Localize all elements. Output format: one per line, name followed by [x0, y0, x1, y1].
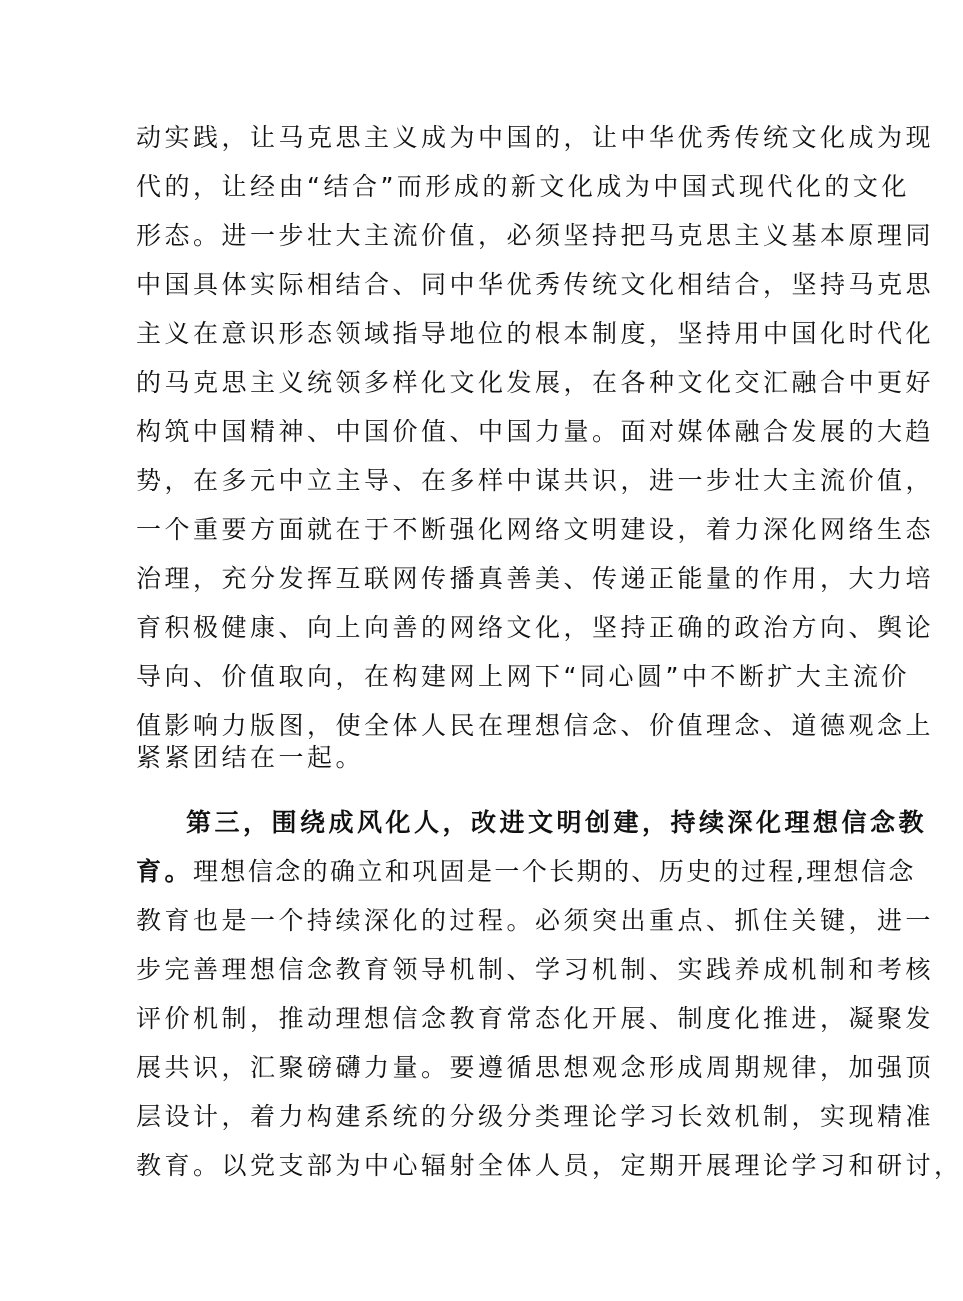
paragraph-2-line: 教育。以党支部为中心辐射全体人员，定期开展理论学习和研讨， — [136, 1151, 963, 1180]
paragraph-2-first-line — [136, 855, 916, 889]
paragraph-1-line: 治理，充分发挥互联网传播真善美、传递正能量的作用，大力培 — [136, 564, 935, 593]
paragraph-1-line: 育积极健康、向上向善的网络文化，坚持正确的政治方向、舆论 — [136, 613, 935, 642]
paragraph-2-line: 层设计，着力构建系统的分级分类理论学习长效机制，实现精准 — [136, 1102, 935, 1131]
section-heading: 第三，围绕成风化人，改进文明创建，持续深化理想信念教 — [186, 808, 928, 837]
paragraph-1-line: 主义在意识形态领域指导地位的根本制度，坚持用中国化时代化 — [136, 319, 935, 348]
paragraph-1-line: 值影响力版图，使全体人民在理想信念、价值理念、道德观念上 — [136, 711, 935, 740]
section-heading-tail: 育。 — [136, 857, 194, 886]
paragraph-2-line: 评价机制，推动理想信念教育常态化开展、制度化推进，凝聚发 — [136, 1004, 935, 1033]
paragraph-2-first-line-text: 理想信念的确立和巩固是一个长期的、历史的过程,理想信念 — [193, 857, 916, 886]
paragraph-1-line: 中国具体实际相结合、同中华优秀传统文化相结合，坚持马克思 — [136, 270, 935, 299]
paragraph-1-line: 构筑中国精神、中国价值、中国力量。面对媒体融合发展的大趋 — [136, 417, 935, 446]
paragraph-2-line: 步完善理想信念教育领导机制、学习机制、实践养成机制和考核 — [136, 955, 935, 984]
paragraph-1-line: 动实践，让马克思主义成为中国的，让中华优秀传统文化成为现 — [136, 123, 935, 152]
paragraph-1-line: 势，在多元中立主导、在多样中谋共识，进一步壮大主流价值， — [136, 466, 935, 495]
paragraph-1-line: 的马克思主义统领多样化文化发展，在各种文化交汇融合中更好 — [136, 368, 935, 397]
paragraph-1-line: 形态。进一步壮大主流价值，必须坚持把马克思主义基本原理同 — [136, 221, 935, 250]
paragraph-1-line: 代的，让经由“结合”而形成的新文化成为中国式现代化的文化 — [136, 172, 910, 201]
paragraph-2-line: 展共识，汇聚磅礴力量。要遵循思想观念形成周期规律，加强顶 — [136, 1053, 935, 1082]
paragraph-1-line: 导向、价值取向，在构建网上网下“同心圆”中不断扩大主流价 — [136, 662, 910, 691]
paragraph-1-line: 一个重要方面就在于不断强化网络文明建设，着力深化网络生态 — [136, 515, 935, 544]
paragraph-2-line: 教育也是一个持续深化的过程。必须突出重点、抓住关键，进一 — [136, 906, 935, 935]
paragraph-1-line: 紧紧团结在一起。 — [136, 743, 365, 772]
